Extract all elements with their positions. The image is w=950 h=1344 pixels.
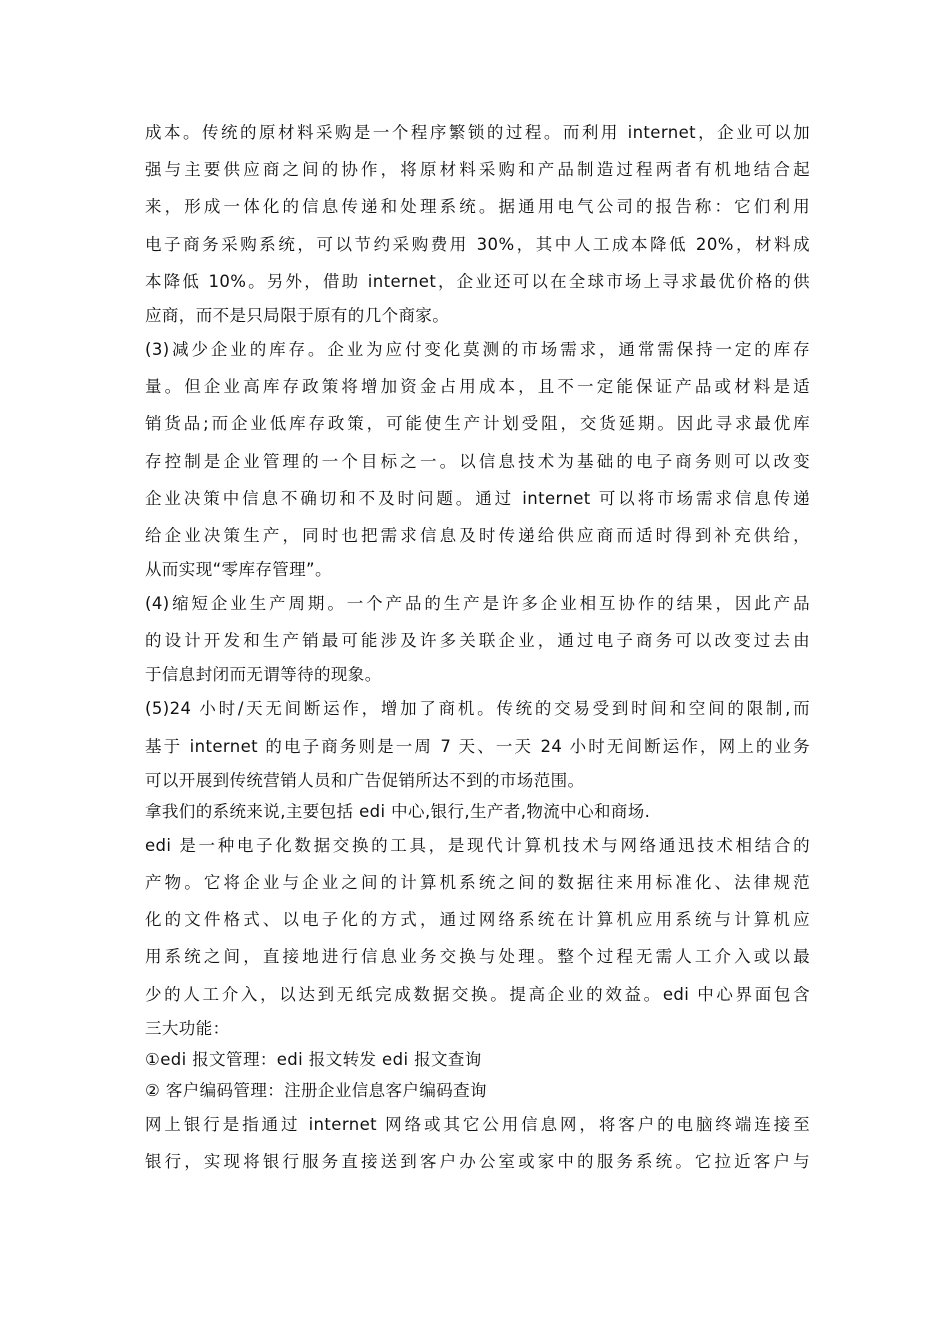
text-line: 量。但企业高库存政策将增加资金占用成本，且不一定能保证产品或材料是适 [145,377,810,397]
text-line: 产物。它将企业与企业之间的计算机系统之间的数据往来用标准化、法律规范 [145,873,810,892]
text-line: edi 是一种电子化数据交换的工具，是现代计算机技术与网络通迅技术相结合的 [145,835,810,855]
text-line: 本降低 10%。另外，借助 internet，企业还可以在全球市场上寻求最优价格的供 [145,271,810,291]
text-line: 从而实现“零库存管理”。 [145,560,332,580]
text-line: 网上银行是指通过 internet 网络或其它公用信息网，将客户的电脑终端连接至 [145,1114,810,1134]
text-line: (5)24 小时/天无间断运作，增加了商机。传统的交易受到时间和空间的限制,而 [145,699,810,719]
text-line: 强与主要供应商之间的协作，将原材料采购和产品制造过程两者有机地结合起 [145,160,810,180]
text-line: ①edi 报文管理：edi 报文转发 edi 报文查询 [145,1049,482,1069]
text-line: 销货品;而企业低库存政策，可能使生产计划受阻，交货延期。因此寻求最优库 [145,414,810,434]
text-line: 拿我们的系统来说,主要包括 edi 中心,银行,生产者,物流中心和商场. [145,801,651,821]
text-line: 的设计开发和生产销最可能涉及许多关联企业，通过电子商务可以改变过去由 [145,631,810,651]
text-line: 可以开展到传统营销人员和广告促销所达不到的市场范围。 [145,770,585,790]
text-line: 给企业决策生产，同时也把需求信息及时传递给供应商而适时得到补充供给， [145,525,810,545]
text-line: ② 客户编码管理：注册企业信息客户编码查询 [145,1080,487,1100]
text-line: 应商，而不是只局限于原有的几个商家。 [145,305,450,325]
text-line: 银行，实现将银行服务直接送到客户办公室或家中的服务系统。它拉近客户与 [145,1151,810,1171]
text-line: (3)减少企业的库存。企业为应付变化莫测的市场需求，通常需保持一定的库存 [145,339,810,359]
text-line: 少的人工介入，以达到无纸完成数据交换。提高企业的效益。edi 中心界面包含 [145,984,810,1004]
text-line: 基于 internet 的电子商务则是一周 7 天、一天 24 小时无间断运作，网上的业务 [145,736,810,756]
text-line: 企业决策中信息不确切和不及时问题。通过 internet 可以将市场需求信息传递 [145,488,810,508]
text-line: 用系统之间，直接地进行信息业务交换与处理。整个过程无需人工介入或以最 [145,947,810,967]
text-line: 电子商务采购系统，可以节约采购费用 30%，其中人工成本降低 20%，材料成 [145,234,810,254]
text-line: 成本。传统的原材料采购是一个程序繁锁的过程。而利用 internet，企业可以加 [145,123,810,142]
text-line: 于信息封闭而无谓等待的现象。 [145,665,382,685]
text-line: (4)缩短企业生产周期。一个产品的生产是许多企业相互协作的结果，因此产品 [145,594,810,614]
text-line: 来，形成一体化的信息传递和处理系统。据通用电气公司的报告称：它们利用 [145,197,810,217]
document-body [145,114,810,1180]
text-line: 三大功能： [145,1018,230,1038]
text-line: 化的文件格式、以电子化的方式，通过网络系统在计算机应用系统与计算机应 [145,910,810,930]
text-line: 存控制是企业管理的一个目标之一。以信息技术为基础的电子商务则可以改变 [145,451,810,471]
